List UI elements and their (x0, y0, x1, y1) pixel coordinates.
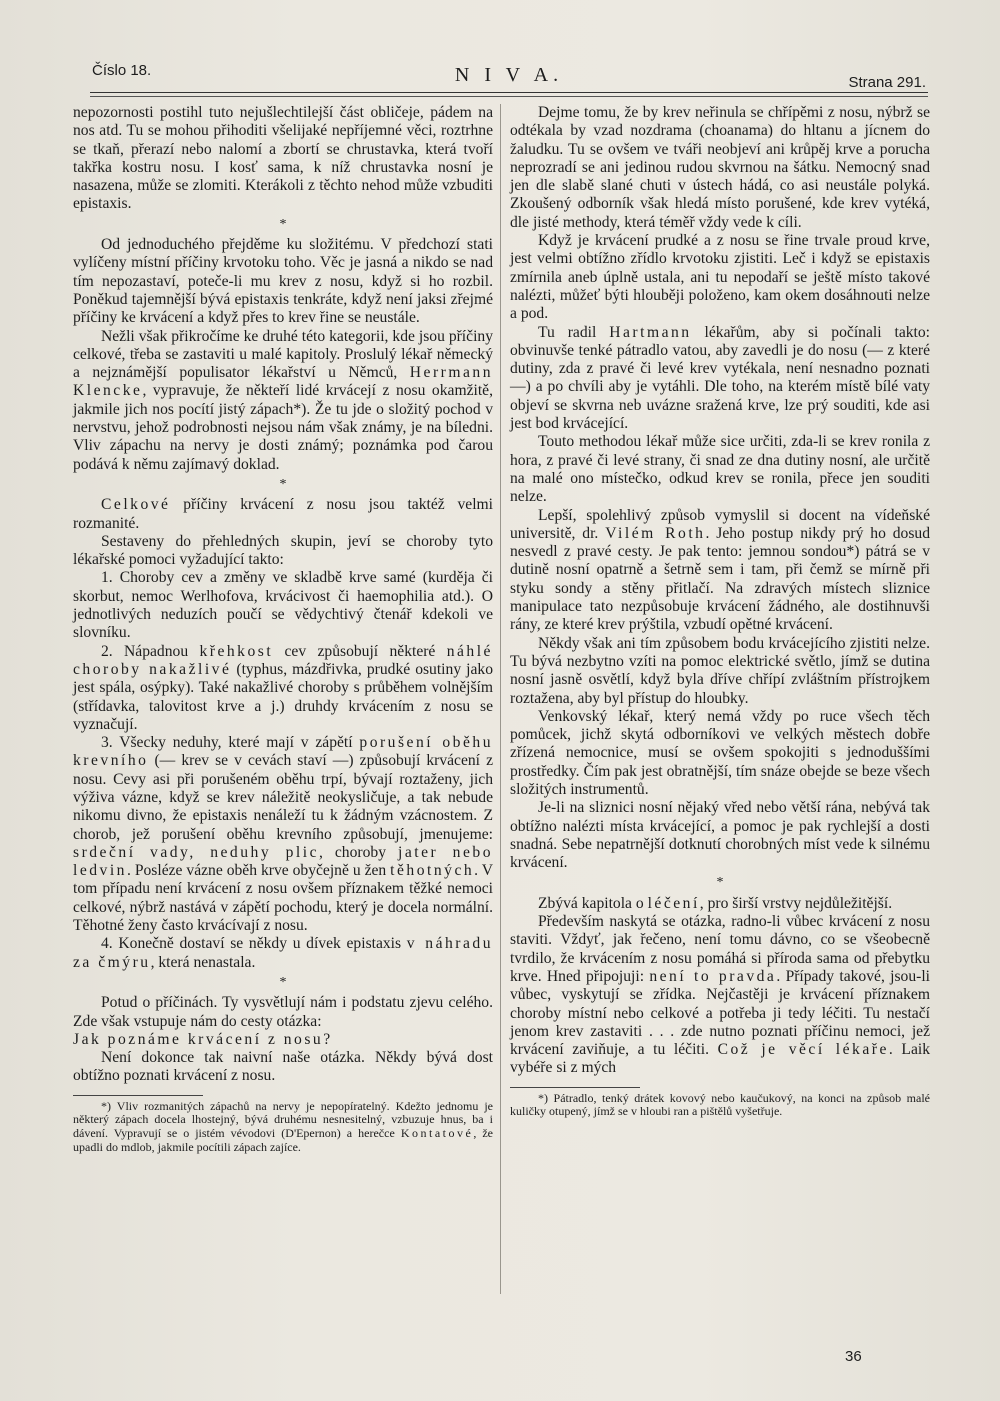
text-run: Tu radil (538, 323, 610, 341)
text-run: . Posléze vázne oběh krve obyčejně u žen (126, 862, 391, 880)
text-run: 4. Konečně dostaví se někdy u dívek epistaxis (101, 935, 407, 953)
text-run: , že upadli do mdlob, jakmile pocítili zápach zajíce. (73, 1125, 493, 1154)
section-star: * (279, 974, 287, 990)
paragraph: Není dokonce tak naivní naše otázka. Někdy bývá dost obtížno poznati krvácení z nosu. (73, 1049, 493, 1085)
spaced-term: křehkost (199, 642, 274, 660)
text-run: 3. Všecky neduhy, které mají v zápětí (101, 734, 360, 752)
periodical-title: N I V A. (454, 64, 564, 86)
paragraph (510, 507, 930, 635)
spaced-term: není to pravda (649, 967, 777, 985)
paragraph: Od jednoduchého přejděme ku složitému. V předchozí stati vylíčeny místní příčiny krvotoku toho. Věc je jasná a nikdo se nad tím nepozastaví, poteče-li mu krev z nosu, když si ho rozbil. Poněkud tajemnější bývá epistaxis tenkráte, když není jaksi zřejmé příčiny ke krvácení a když přes to krev řine se neustále. (73, 236, 493, 327)
header-rule (90, 92, 928, 93)
paragraph (510, 895, 930, 913)
text-run: , pro širší vrstvy nejdůležitější. (699, 894, 893, 912)
spaced-term: náhlé choroby nakažlivé (73, 642, 493, 678)
text-run: (typhus, mázdřivka, prudké osutiny jako jest spála, osýpky). Také nakažlivé choroby s průběhem volnějším (střídavka, talovitost krve a j.) druhdy krvácením z nosu se vyznačují. (73, 660, 493, 733)
footnote (73, 1100, 493, 1154)
text-run: , která nenastala. (150, 953, 256, 971)
spaced-term: porušení oběhu krevního (73, 734, 493, 770)
footnote-rule (73, 1095, 203, 1096)
spaced-name: Kontatové (400, 1125, 474, 1140)
text-run: , choroby (319, 843, 398, 861)
text-run: lékařům, aby si počínali takto: obvinuvše tenké pátradlo vatou, aby zavedli je do nosu (— z které dutiny, zda z pravé či levé krev vytékala, není nesnadno poznati —) a po chvíli aby je vytáhli. Dle toho, na kterém místě bílé vaty objeví se skvrna neb uvázne sražená krve, lze prý souditi, kde asi jest bod krvácející. (510, 323, 930, 433)
text-run: , vypravuje, že někteří lidé krvácejí z nosu okamžitě, jakmile jich nos pocítí jistý zápach*). Že tu jde o složitý pochod v nervstvu, jehož podrobnosti nejsou nám však známy, je na bíledni. Vliv zápachu na nervy je dosti známý; poznámka pod čarou podává k němu zajímavý doklad. (73, 382, 493, 473)
paragraph: Když je krvácení prudké a z nosu se řine trvale proud krve, jest velmi obtížno zřídlo krvotoku zjistiti. Leč i když se epistaxis zmírnila aneb úplně ustala, ani tu nepodaří se ještě místo takové nalézti, můžeť býti hlouběji položeno, kam okem dosáhnouti nelze a pod. (510, 232, 930, 323)
list-item (73, 734, 493, 935)
paragraph: Potud o příčinách. Ty vysvětlují nám i podstatu zjevu celého. Zde však vstupuje nám do cesty otázka: (73, 994, 493, 1030)
text-run: 2. Nápadnou (101, 642, 200, 660)
spaced-term: jater nebo ledvin (73, 843, 493, 880)
text-run: . Jeho postup nikdy prý ho dosud nesvedl z pravé cesty. Je pak tento: jemnou sondou*) pátrá se v dutině nosní opatrně a šetrně sem i tam, při čemž se mírně při styku sondy a stěny přitlačí. Na zdravých místech sliznice manipulace tato nezpůsobuje krvácení žádného, ale dostihnuvši rány, ze které krev prýštila, vzbudí opětné krvácení. (510, 524, 931, 634)
paragraph: Je-li na sliznici nosní nějaký vřed nebo větší rána, nebývá tak obtížno nalézti místa krvácející, a pomoc je pak rychlejší a dosti snadná. Sebe nepatrnější dotknutí chorobných míst vede k silnému krvácení. (510, 799, 930, 872)
page-label: Strana 291. (848, 74, 926, 91)
paragraph (510, 913, 930, 1078)
paragraph: Sestaveny do přehledných skupin, jeví se choroby tyto lékařské pomoci vyžadující takto: (73, 532, 493, 569)
spaced-term: srdeční vady, neduhy plic (73, 843, 319, 861)
text-run: příčiny krvácení z nosu jsou taktéž velmi rozmanité. (73, 496, 493, 532)
list-item (73, 643, 493, 734)
left-column (73, 104, 493, 1154)
text-run: *) Vliv rozmanitých zápachů na nervy je nepopíratelný. Kdežto jednomu je některý zápach docela lhostejný, bývá druhému nesnesitelný, vzbuzuje hnus, ba i dávení. Vypravují se o jistém vévodovi (D'Epernon) a herečce (73, 1098, 493, 1140)
footnote-rule (510, 1087, 640, 1088)
question-line: Jak poznáme krvácení z nosu? (73, 1030, 333, 1048)
paragraph (73, 496, 493, 533)
list-item: 1. Choroby cev a změny ve skladbě krve samé (kurděja či skorbut, nemoc Werlhofova, krvácivost či haemophilia atd.). O jednotlivých neduzích poučí se vědychtivý čtenář kdekoli ve slovníku. (73, 569, 493, 642)
spaced-name: Hartmann (609, 323, 692, 341)
spaced-term: Celkové (101, 496, 171, 514)
paragraph: Touto methodou lékař může sice určiti, zda-li se krev ronila z hora, z pravé či levé strany, či snad ze dna dutiny nosní, ale určitě na malé ono místečko, odkud krev se ronila, přece jen souditi nelze. (510, 433, 930, 506)
text-run: Zbývá kapitola o (538, 894, 648, 912)
section-star: * (279, 476, 287, 492)
spaced-term: v náhradu za čmýru (73, 935, 493, 971)
right-column (510, 104, 930, 1119)
paragraph (73, 328, 493, 474)
list-item (73, 935, 493, 972)
text-run: . V tom případu není krvácení z nosu ovšem příznakem těžké nemoci celkové, nýbrž nastává v zápětí pochodu, který je docela normální. Těhotné ženy často krvácívají z nosu. (73, 862, 493, 935)
paragraph: Někdy však ani tím způsobem bodu krvácejícího zjistiti nelze. Tu bývá nezbytno vzíti na pomoc elektrické světlo, jímž se dutina nosní jasně osvětlí, když byla dříve chřípí zvláštním přístrojkem roztažena, aby byl přístup do hloubky. (510, 634, 930, 707)
issue-number: Číslo 18. (92, 62, 152, 79)
footnote: *) Pátradlo, tenký drátek kovový nebo kaučukový, na konci na způsob malé kuličky otupený, jímž se v hloubi ran a pištělů vyšetřuje. (510, 1090, 930, 1119)
text-run: (— krev se v cevách staví —) způsobují krvácení z nosu. Cevy asi při porušeném oběhu trpí, bývají roztaženy, jich výživa vázne, když se krev náležitě neokysličuje, a tak nebude nikomu divno, že epistaxis nenáleží tu k žádným vzácnostem. Z chorob, jež porušení oběhu krevního způsobují, jmenujeme: (73, 752, 493, 843)
text-run: Lepší, spolehlivý způsob vymyslil si docent na vídeňské universitě, dr. (510, 506, 930, 542)
paragraph: nepozornosti postihl tuto nejušlechtilejší část obličeje, pádem na nos atd. Tu se mohou přihoditi všelijaké nepříjemné věci, roztrhne se tkaň, přerazí nebo nalomí a zbortí se chrustavka, která tvoří takřka kostru nosu. I kosť sama, k níž chrustavka nosní je nasazena, může se zlomiti. Kterákoli z těchto nehod může vzbuditi epistaxis. (73, 104, 493, 213)
text-run: . Laik vybéře si z mých (510, 1041, 930, 1077)
spaced-name: Herrmann Klencke (73, 364, 493, 400)
paragraph: Venkovský lékař, který nemá vždy po ruce všech těch pomůcek, jichž skytá odborníkovi ve velkých městech dobře zřízená nemocnice, musí se ovšem spokojiti s jednoduššími prostředky. Čím pak jest obratnější, tím snáze obejde se beze všech složitých instrumentů. (510, 707, 930, 798)
paragraph (510, 324, 930, 434)
section-star: * (279, 216, 287, 232)
text-run: cev způsobují některé (273, 642, 447, 660)
spaced-term: Což je věcí lékaře (717, 1041, 889, 1059)
page-header (90, 56, 928, 96)
spaced-term: léčení (647, 894, 700, 912)
section-star: * (716, 875, 724, 891)
text-run: Nežli však přikročíme ke druhé této kategorii, kde jsou příčiny celkové, třeba se zastaviti u malé kapitoly. Proslulý lékař německý a nejznámější populisator lékařství u Němců, (73, 327, 493, 382)
text-run: Především naskytá se otázka, radno-li vůbec krvácení z nosu staviti. Vždyť, jak řečeno, není tomu dávno, co se všeobecně tvrdilo, že krvácením z nosu pomáhá si příroda sama od přebytku krve. Hned připojuji: (510, 913, 930, 985)
paragraph: Dejme tomu, že by krev neřinula se chřípěmi z nosu, nýbrž se odtékala by vzad nozdrama (choanama) do hltanu a jícnem do žaludku. Tu se ovšem ve tváři neobjeví ani krůpěj krve a porucha neprozradí se ani jedinou rudou skvrnou na šátku. Nemocný snad jen dle slabě slané chuti v ústech hádá, co asi neustále polyká. Zkoušený odborník však hledá místo porušené, kde krev vytéká, dle jisté methody, která téměř vždy vede k cíli. (510, 104, 930, 231)
page-number: 36 (845, 1348, 862, 1365)
spaced-term: těhotných (390, 862, 475, 880)
text-run: . Případy takové, jsou-li vůbec, vyskytují se zřídka. Nejčastěji je krvácení příznakem choroby místní nebo celkové a potřeba ji tedy léčiti. Tu nestačí jenom krev zastaviti . . . zde nutno poznati příčinu nemoci, jež krvácení zaviňuje, a tu léčiti. (510, 967, 930, 1059)
header-rule-thin (90, 96, 928, 97)
spaced-name: Vilém Roth (605, 524, 706, 542)
column-divider (500, 104, 501, 1294)
